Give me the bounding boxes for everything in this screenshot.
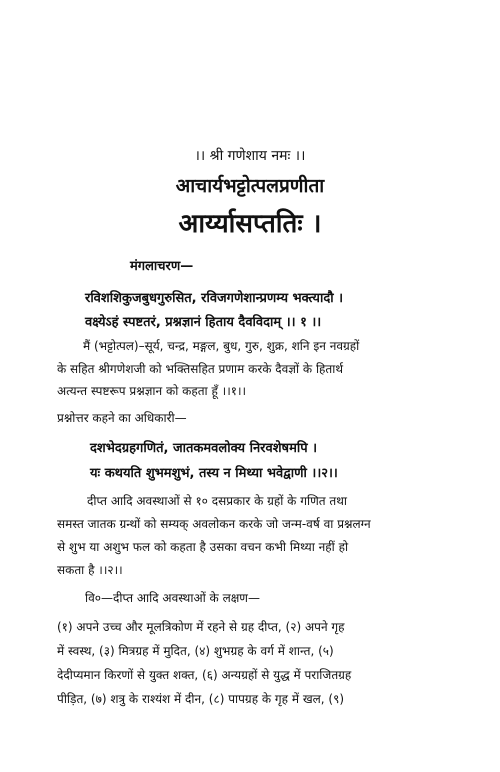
- commentary-line: मैं (भट्टोत्पल)–सूर्य, चन्द्र, मङ्गल, बुध, गुरु, शुक्र, शनि इन नवग्रहों: [83, 339, 360, 353]
- verse-line-1: रविशशिकुजबुधगुरुसित, रविजगणेशान्प्रणम्य भक्त्यादौ ।: [85, 291, 344, 306]
- body-line: (१) अपने उच्च और मूलत्रिकोण में रहने से ग्रह दीप्त, (२) अपने गृह: [57, 620, 345, 634]
- section-heading-avastha: वि०—दीप्त आदि अवस्थाओं के लक्षण—: [85, 591, 260, 605]
- invocation-line: ।। श्री गणेशाय नमः ।।: [194, 148, 306, 164]
- commentary-line: सकता है ।।२।।: [57, 563, 123, 577]
- body-line: देदीप्यमान किरणों से युक्त शक्त, (६) अन्यग्रहों से युद्ध में पराजितग्रह: [57, 668, 352, 682]
- section-heading-adhikari: प्रश्नोत्तर कहने का अधिकारी—: [57, 411, 187, 425]
- section-heading-mangalacharan: मंगलाचरण—: [130, 259, 194, 274]
- commentary-line: समस्त जातक ग्रन्थों को सम्यक् अवलोकन करके जो जन्म-वर्ष वा प्रश्नलग्न: [57, 517, 371, 531]
- body-line: पीड़ित, (७) शत्रु के राश्यंश में दीन, (८) पापग्रह के गृह में खल, (९): [57, 692, 345, 706]
- commentary-line: अत्यन्त स्पष्टरूप प्रश्नज्ञान को कहता हूँ ।।१।।: [57, 384, 247, 398]
- body-line: में स्वस्थ, (३) मित्रग्रह में मुदित, (४) शुभग्रह के वर्ग में शान्त, (५): [57, 644, 334, 658]
- verse-line-4: यः कथयति शुभमशुभं, तस्य न मिथ्या भवेद्वाणी ।।२।।: [90, 466, 338, 481]
- commentary-line: दीप्त आदि अवस्थाओं से १० दसप्रकार के ग्रहों के गणित तथा: [87, 494, 348, 508]
- commentary-line: से शुभ या अशुभ फल को कहता है उसका वचन कभी मिथ्या नहीं हो: [57, 540, 349, 554]
- verse-line-3: दशभेदग्रहगणितं, जातकमवलोक्य निरवशेषमपि ।: [90, 441, 318, 456]
- commentary-line: के सहित श्रीगणेशजी को भक्तिसहित प्रणाम करके दैवज्ञों के हितार्थ: [57, 362, 344, 376]
- page-title: आर्य्यासप्ततिः ।: [178, 209, 322, 239]
- author-line: आचार्यभट्टोत्पलप्रणीता: [175, 175, 325, 197]
- verse-line-2: वक्ष्येऽहं स्पष्टतरं, प्रश्नज्ञानं हिताय दैवविदाम् ।। १ ।।: [85, 315, 322, 330]
